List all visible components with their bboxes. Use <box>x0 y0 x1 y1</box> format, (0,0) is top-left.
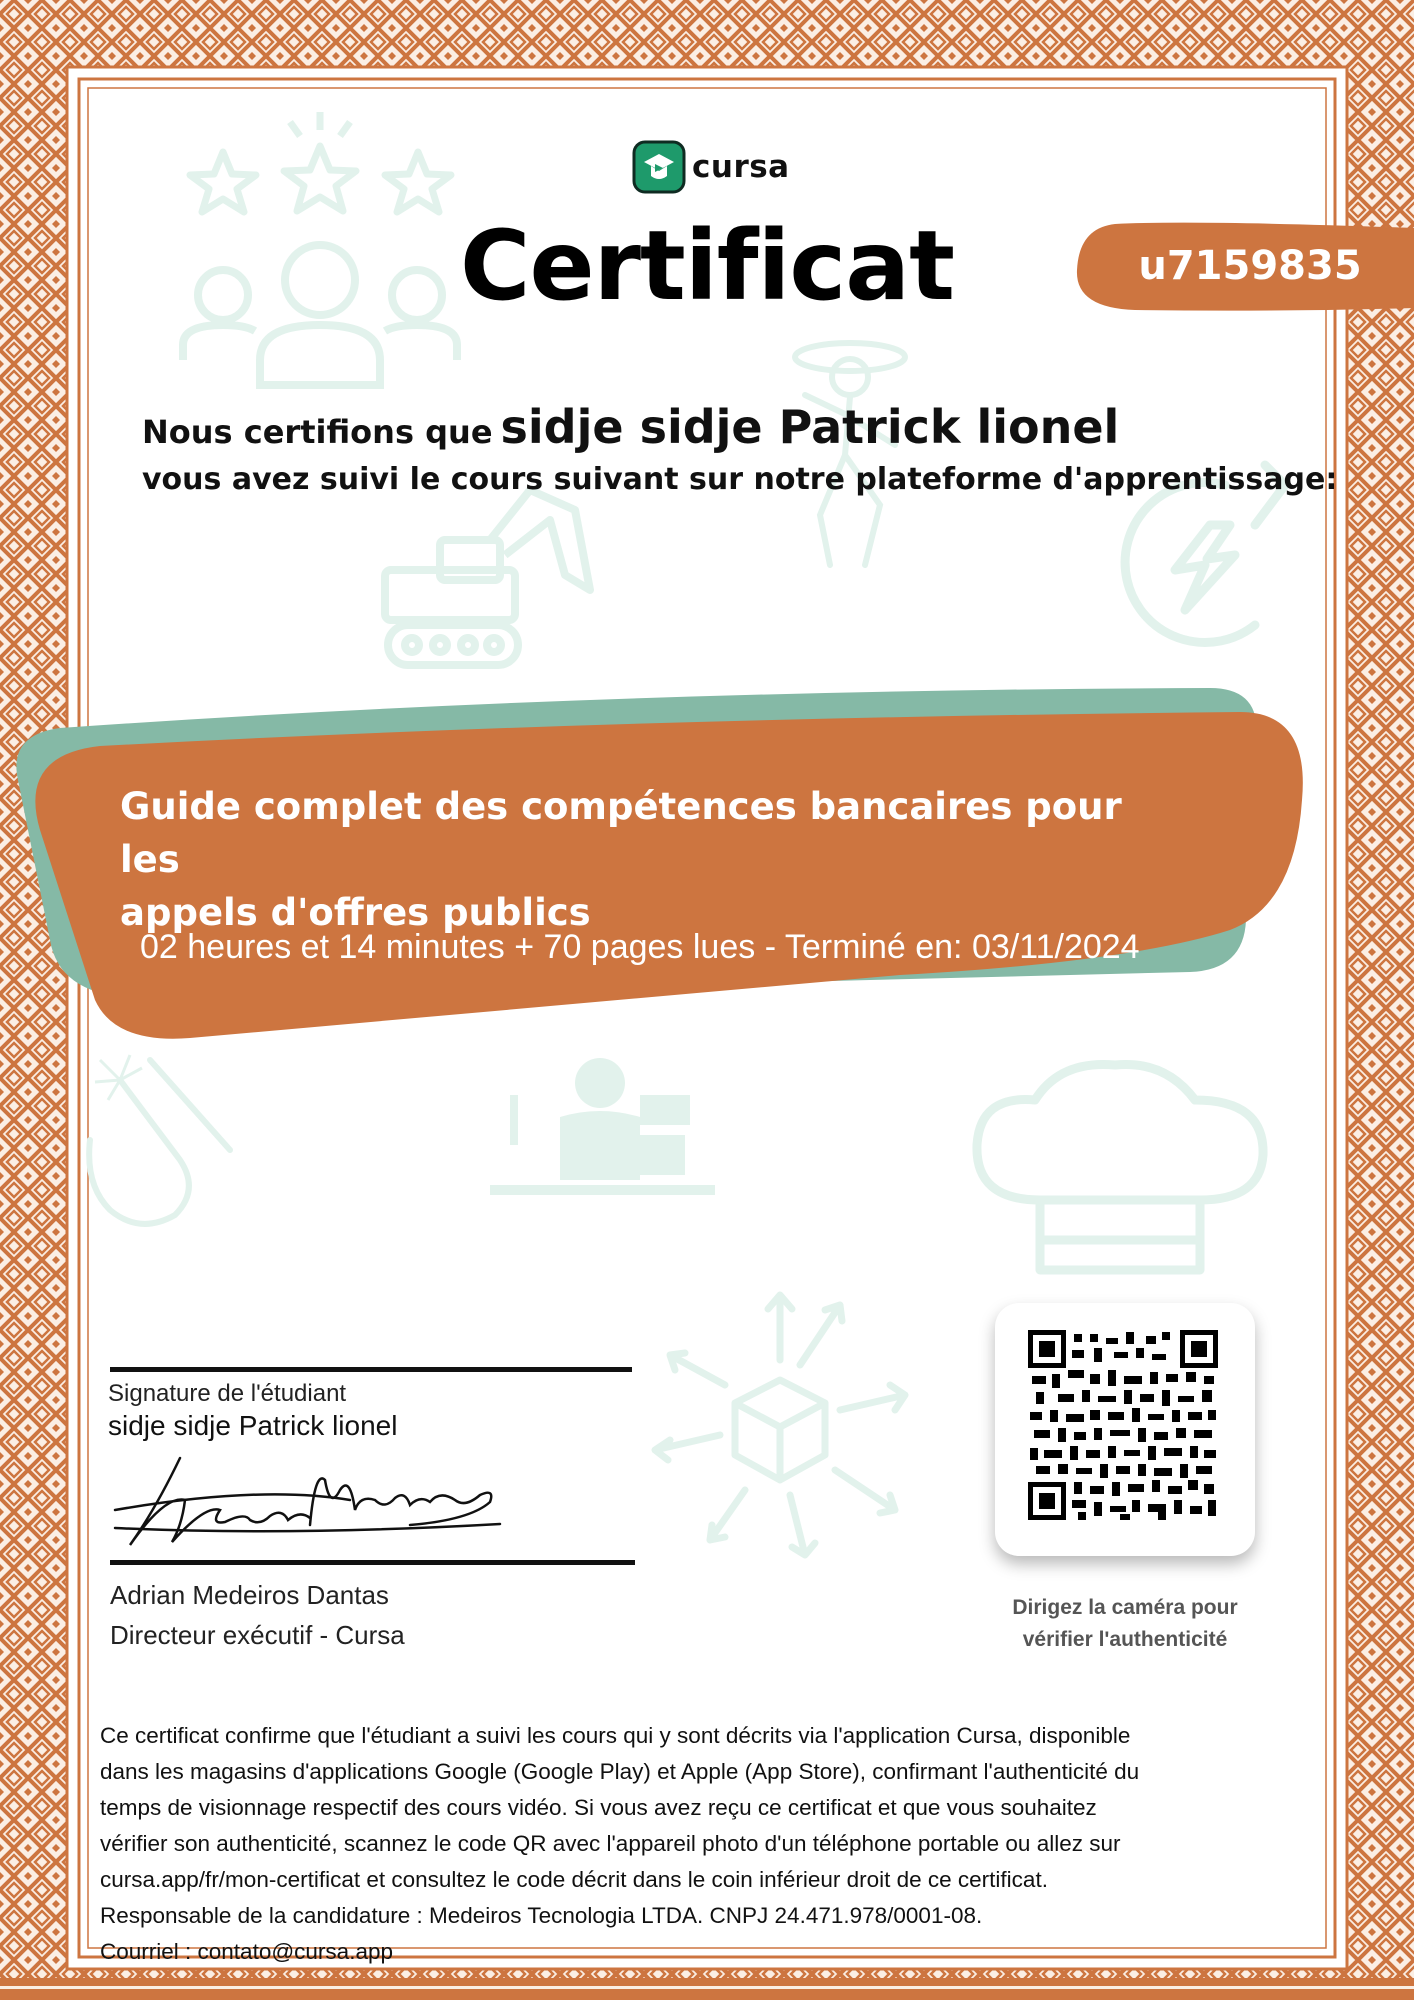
course-title-line: Guide complet des compétences bancaires pour les <box>120 785 1122 881</box>
cursa-logo-text: cursa <box>692 149 790 185</box>
course-title-line: appels d'offres publics <box>120 891 591 934</box>
student-signature-name: sidje sidje Patrick lionel <box>108 1410 398 1441</box>
director-name: Adrian Medeiros Dantas <box>110 1580 389 1610</box>
chef-hat-icon <box>965 1055 1275 1280</box>
student-name: sidje sidje Patrick lionel <box>500 400 1120 454</box>
signature-image <box>110 1450 510 1560</box>
dancer-icon <box>785 335 915 575</box>
certificate-code: u7159835 <box>1138 243 1362 289</box>
student-signature-line <box>110 1367 632 1372</box>
intro-prefix: Nous certifions que <box>142 413 493 451</box>
course-title <box>120 780 1180 939</box>
student-signature-caption: Signature de l'étudiant <box>108 1380 347 1407</box>
qr-code-icon <box>1028 1330 1218 1520</box>
box-arrows-icon <box>640 1285 920 1565</box>
qr-caption <box>975 1592 1275 1656</box>
worker-icon <box>490 1055 720 1205</box>
footer-line: temps de visionnage respectif des cours vidéo. Si vous avez reçu ce certificat et que vous souhaitez <box>100 1795 1097 1820</box>
certification-statement <box>142 400 1119 454</box>
footer-line: cursa.app/fr/mon-certificat et consultez le code décrit dans le coin inférieur droit de ce certificat. <box>100 1867 1048 1892</box>
director-title: Directeur exécutif - Cursa <box>110 1620 405 1650</box>
course-details-clip <box>140 922 1260 972</box>
footer-line: Courriel : contato@cursa.app <box>100 1939 393 1964</box>
footer-line: vérifier son authenticité, scannez le code QR avec l'appareil photo d'un téléphone portable ou allez sur <box>100 1831 1121 1856</box>
cursa-logo-icon <box>632 140 686 194</box>
footer-line: dans les magasins d'applications Google (Google Play) et Apple (App Store), confirmant l'authenticité du <box>100 1759 1140 1784</box>
footer-line: Ce certificat confirme que l'étudiant a suivi les cours qui y sont décrits via l'application Cursa, disponible <box>100 1723 1131 1748</box>
welding-icon <box>80 1020 260 1230</box>
footer-line: Responsable de la candidature : Medeiros Tecnologia LTDA. CNPJ 24.471.978/0001-08. <box>100 1903 983 1928</box>
intro-line-2: vous avez suivi le cours suivant sur notre plateforme d'apprentissage: <box>142 462 1338 497</box>
qr-caption-line: Dirigez la caméra pour <box>1012 1596 1238 1619</box>
qr-caption-line: vérifier l'authenticité <box>1022 1628 1228 1651</box>
cursa-logo <box>632 140 790 194</box>
certificate-title: Certificat <box>460 210 954 322</box>
course-details: 02 heures et 14 minutes + 70 pages lues - Terminé en: 03/11/2024 <box>140 928 1140 966</box>
qr-code-card <box>995 1303 1255 1556</box>
footer-disclaimer <box>100 1718 1325 1970</box>
excavator-icon <box>380 480 600 670</box>
director-signature-line <box>110 1560 635 1565</box>
